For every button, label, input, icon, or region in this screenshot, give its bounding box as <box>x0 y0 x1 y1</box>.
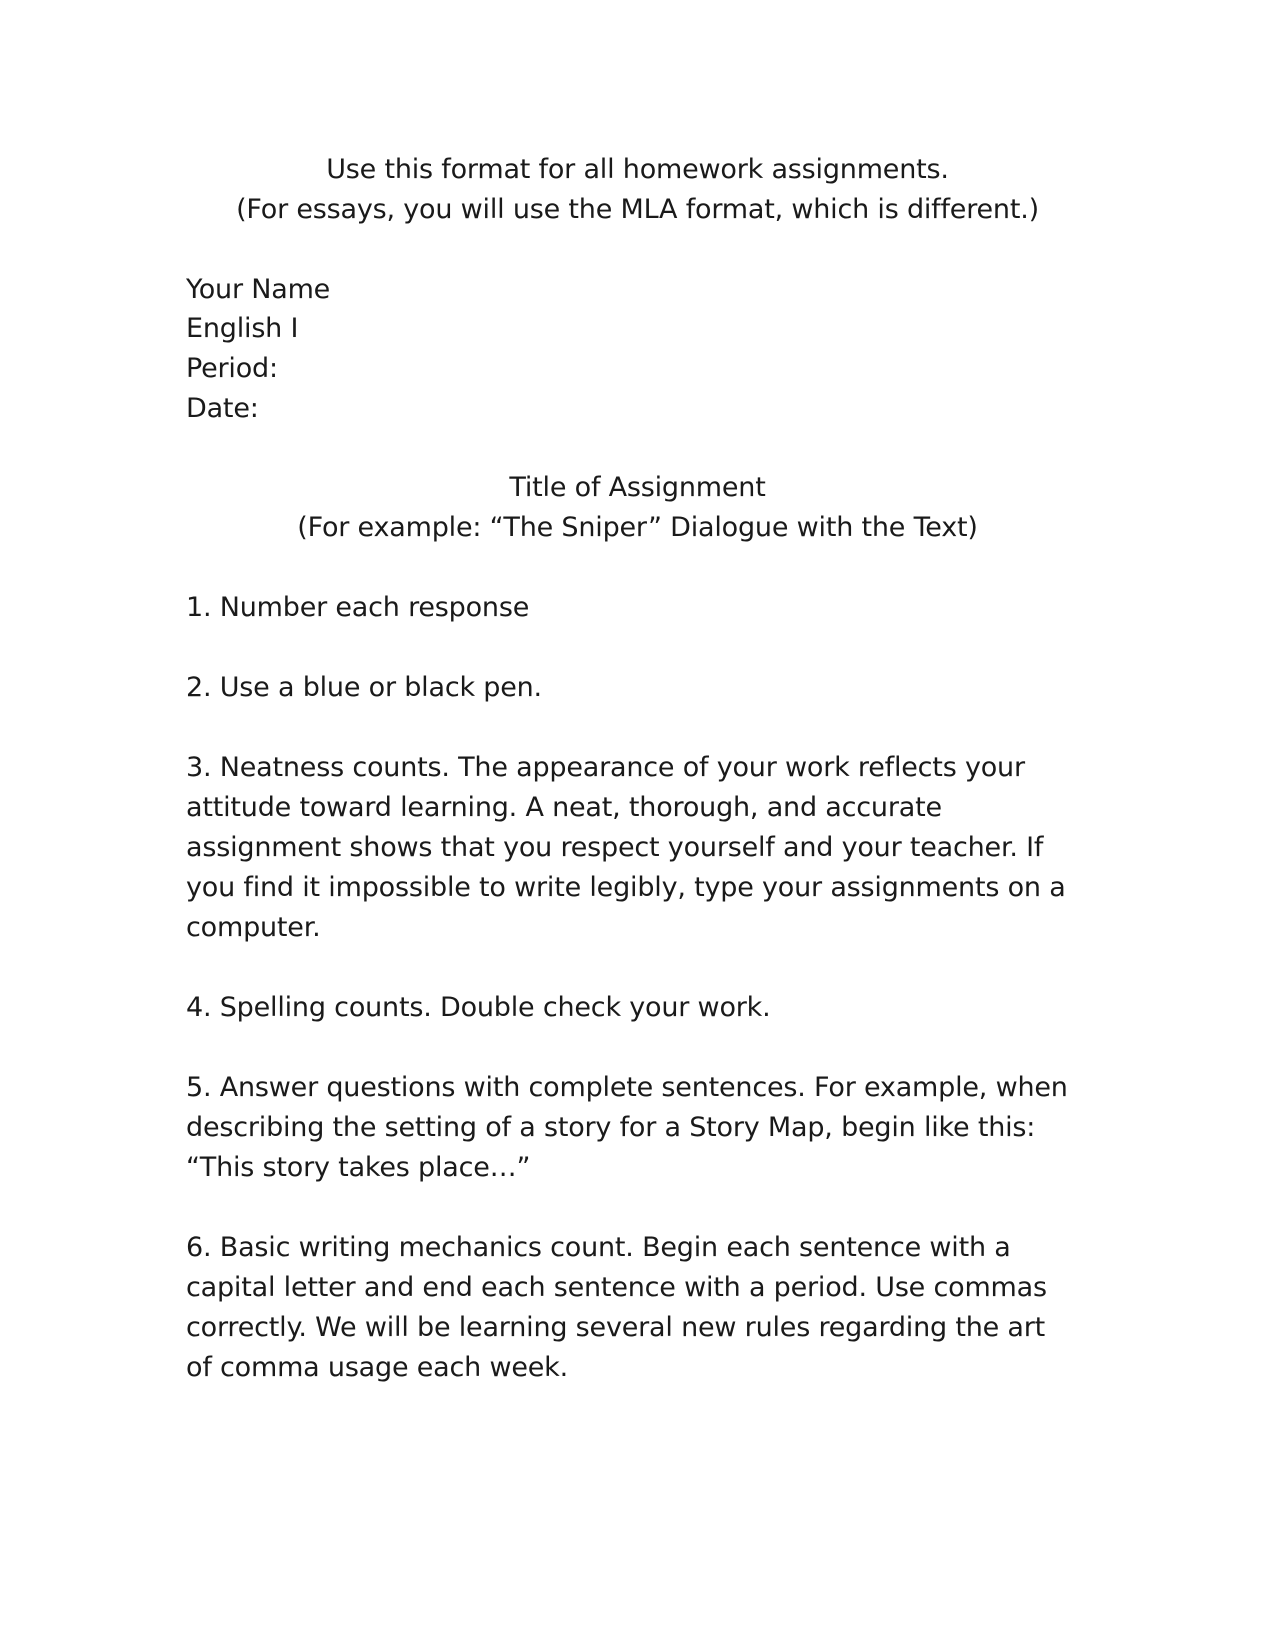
intro-line-1: Use this format for all homework assignments. <box>326 154 949 185</box>
rule-3-line-4: you find it impossible to write legibly, type your assignments on a <box>186 872 1066 903</box>
rule-6-line-1: 6. Basic writing mechanics count. Begin each sentence with a <box>186 1232 1011 1263</box>
rule-6-line-2: capital letter and end each sentence with a period. Use commas <box>186 1272 1047 1303</box>
rule-6-line-3: correctly. We will be learning several new rules regarding the art <box>186 1312 1046 1343</box>
rule-5-line-3: “This story takes place…” <box>186 1152 531 1183</box>
rule-5-line-1: 5. Answer questions with complete sentences. For example, when <box>186 1072 1068 1103</box>
rule-3-line-1: 3. Neatness counts. The appearance of your work reflects your <box>186 752 1025 783</box>
rule-2: 2. Use a blue or black pen. <box>186 672 542 703</box>
heading-name: Your Name <box>186 274 331 305</box>
heading-course: English I <box>186 313 299 344</box>
assignment-title-example: (For example: “The Sniper” Dialogue with the Text) <box>297 512 978 543</box>
rule-1: 1. Number each response <box>186 592 530 623</box>
rule-6-line-4: of comma usage each week. <box>186 1352 568 1383</box>
rule-3-line-3: assignment shows that you respect yourself and your teacher. If <box>186 832 1044 863</box>
intro-line-2: (For essays, you will use the MLA format, which is different.) <box>236 194 1039 225</box>
rule-3-line-2: attitude toward learning. A neat, thorough, and accurate <box>186 792 942 823</box>
rule-4: 4. Spelling counts. Double check your work. <box>186 992 771 1023</box>
heading-period: Period: <box>186 353 278 384</box>
assignment-title: Title of Assignment <box>509 472 766 503</box>
rule-5-line-2: describing the setting of a story for a Story Map, begin like this: <box>186 1112 1036 1143</box>
heading-date: Date: <box>186 393 259 424</box>
rule-3-line-5: computer. <box>186 912 321 943</box>
